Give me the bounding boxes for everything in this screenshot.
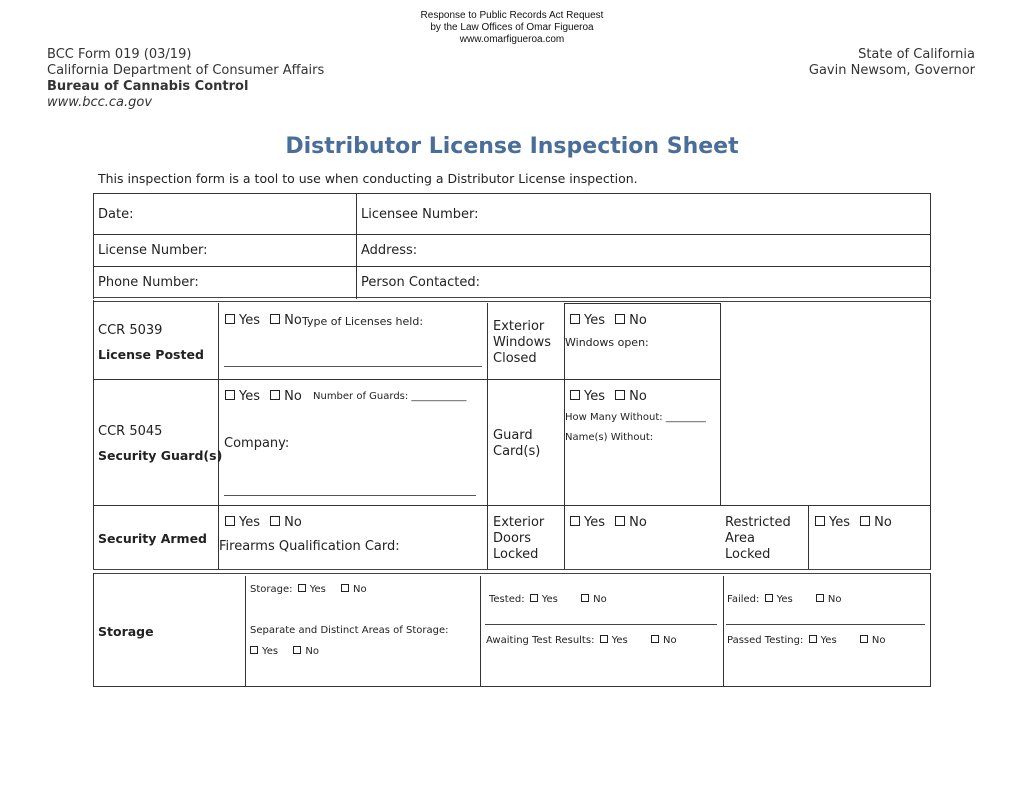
- restricted-area-no-checkbox[interactable]: [860, 516, 870, 526]
- number-of-guards-label: Number of Guards: ___________: [313, 391, 467, 402]
- guard-cards-label-1: Guard: [493, 428, 533, 443]
- yes-text: Yes: [820, 635, 837, 646]
- awaiting-label: Awaiting Test Results:: [486, 635, 595, 646]
- separate-areas-no-checkbox[interactable]: [293, 646, 301, 654]
- intro-text: This inspection form is a tool to use when conducting a Distributor License inspection.: [98, 171, 638, 186]
- security-armed-label: Security Armed: [98, 531, 208, 546]
- licensee-number-label: Licensee Number:: [361, 207, 479, 222]
- state-name: State of California: [858, 47, 975, 62]
- yes-text: Yes: [309, 584, 326, 595]
- guard-cards-yes-checkbox[interactable]: [570, 390, 580, 400]
- storage-label: Storage: [98, 624, 154, 639]
- types-of-licenses-line[interactable]: [224, 366, 482, 367]
- security-armed-yes-no: [225, 515, 302, 530]
- exterior-windows-label-1: Exterior: [493, 319, 545, 334]
- records-request-line-3: www.omarfigueroa.com: [459, 34, 565, 45]
- records-request-line-2: by the Law Offices of Omar Figueroa: [430, 22, 594, 33]
- security-guards-no-checkbox[interactable]: [270, 390, 280, 400]
- passed-yes-checkbox[interactable]: [809, 635, 817, 643]
- security-guards-yes-checkbox[interactable]: [225, 390, 235, 400]
- no-text: No: [305, 646, 319, 657]
- records-request-line-1: Response to Public Records Act Request: [420, 10, 604, 21]
- restricted-area-label-3: Locked: [725, 547, 771, 562]
- failed-no-checkbox[interactable]: [816, 594, 824, 602]
- security-armed-no-checkbox[interactable]: [270, 516, 280, 526]
- company-label: Company:: [224, 436, 290, 451]
- failed-yes-no: [727, 594, 842, 605]
- person-contacted-label: Person Contacted:: [361, 275, 481, 290]
- exterior-doors-label-3: Locked: [493, 547, 539, 562]
- guard-cards-no-checkbox[interactable]: [615, 390, 625, 400]
- no-text: No: [629, 515, 647, 530]
- yes-text: Yes: [829, 515, 850, 530]
- yes-text: Yes: [584, 515, 605, 530]
- yes-text: Yes: [239, 389, 260, 404]
- ccr-5039-code: CCR 5039: [98, 323, 163, 338]
- exterior-windows-label-3: Closed: [493, 351, 537, 366]
- no-text: No: [662, 635, 677, 646]
- failed-label: Failed:: [727, 594, 760, 605]
- guard-cards-label-2: Card(s): [493, 444, 541, 459]
- exterior-windows-label-2: Windows: [493, 335, 552, 350]
- exterior-doors-label-2: Doors: [493, 531, 532, 546]
- ccr-5045-code: CCR 5045: [98, 424, 163, 439]
- exterior-doors-label-1: Exterior: [493, 515, 545, 530]
- date-label: Date:: [98, 207, 134, 222]
- yes-text: Yes: [541, 594, 558, 605]
- yes-text: Yes: [262, 646, 279, 657]
- separate-areas-label: Separate and Distinct Areas of Storage:: [250, 625, 449, 636]
- awaiting-yes-no: [486, 635, 677, 646]
- passed-no-checkbox[interactable]: [860, 635, 868, 643]
- storage-yes-checkbox[interactable]: [298, 584, 306, 592]
- tested-label: Tested:: [489, 594, 525, 605]
- windows-closed-yes-no: [570, 313, 647, 328]
- storage-no-checkbox[interactable]: [341, 584, 349, 592]
- no-text: No: [874, 515, 892, 530]
- license-posted-yes-checkbox[interactable]: [225, 314, 235, 324]
- awaiting-yes-checkbox[interactable]: [600, 635, 608, 643]
- page-title: Distributor License Inspection Sheet: [285, 134, 739, 159]
- yes-text: Yes: [584, 313, 605, 328]
- no-text: No: [284, 313, 302, 328]
- windows-open-label: Windows open:: [565, 336, 649, 349]
- no-text: No: [284, 389, 302, 404]
- doors-locked-no-checkbox[interactable]: [615, 516, 625, 526]
- address-label: Address:: [361, 243, 418, 258]
- governor-name: Gavin Newsom, Governor: [808, 63, 975, 78]
- security-armed-yes-checkbox[interactable]: [225, 516, 235, 526]
- windows-closed-yes-checkbox[interactable]: [570, 314, 580, 324]
- bureau-name: Bureau of Cannabis Control: [47, 79, 249, 94]
- windows-closed-no-checkbox[interactable]: [615, 314, 625, 324]
- storage-question: Storage:: [250, 584, 293, 595]
- tested-yes-no: [489, 594, 607, 605]
- department-name: California Department of Consumer Affairs: [47, 63, 325, 78]
- no-text: No: [629, 389, 647, 404]
- doors-locked-yes-no: [570, 515, 647, 530]
- firearms-card-label: Firearms Qualification Card:: [219, 539, 400, 554]
- phone-number-label: Phone Number:: [98, 275, 199, 290]
- names-without-label: Name(s) Without:: [565, 432, 654, 443]
- license-posted-label: License Posted: [98, 347, 204, 362]
- guard-cards-yes-no: [570, 389, 647, 404]
- separate-areas-yes-no: [250, 646, 319, 657]
- awaiting-no-checkbox[interactable]: [651, 635, 659, 643]
- restricted-area-label-1: Restricted: [725, 515, 791, 530]
- failed-yes-checkbox[interactable]: [765, 594, 773, 602]
- no-text: No: [827, 594, 842, 605]
- no-text: No: [353, 584, 367, 595]
- yes-text: Yes: [611, 635, 628, 646]
- security-guards-label: Security Guard(s): [98, 448, 223, 463]
- how-many-without-label: How Many Without: ________: [565, 412, 706, 423]
- passed-label: Passed Testing:: [727, 635, 804, 646]
- bureau-website: www.bcc.ca.gov: [47, 95, 153, 110]
- no-text: No: [593, 594, 607, 605]
- no-text: No: [871, 635, 886, 646]
- yes-text: Yes: [584, 389, 605, 404]
- form-id: BCC Form 019 (03/19): [47, 47, 192, 62]
- security-guards-yes-no: [225, 389, 302, 404]
- license-posted-yes-no: [225, 313, 302, 328]
- no-text: No: [629, 313, 647, 328]
- restricted-area-yes-checkbox[interactable]: [815, 516, 825, 526]
- license-posted-no-checkbox[interactable]: [270, 314, 280, 324]
- yes-text: Yes: [239, 515, 260, 530]
- types-of-licenses-label: Type of Licenses held:: [302, 315, 424, 328]
- restricted-area-yes-no: [815, 515, 892, 530]
- yes-text: Yes: [776, 594, 793, 605]
- doors-locked-yes-checkbox[interactable]: [570, 516, 580, 526]
- restricted-area-label-2: Area: [725, 531, 755, 546]
- no-text: No: [284, 515, 302, 530]
- yes-text: Yes: [239, 313, 260, 328]
- storage-yes-no: [250, 584, 367, 595]
- tested-yes-checkbox[interactable]: [530, 594, 538, 602]
- tested-no-checkbox[interactable]: [581, 594, 589, 602]
- license-number-label: License Number:: [98, 243, 208, 258]
- company-line[interactable]: [224, 495, 476, 496]
- passed-yes-no: [727, 635, 885, 646]
- separate-areas-yes-checkbox[interactable]: [250, 646, 258, 654]
